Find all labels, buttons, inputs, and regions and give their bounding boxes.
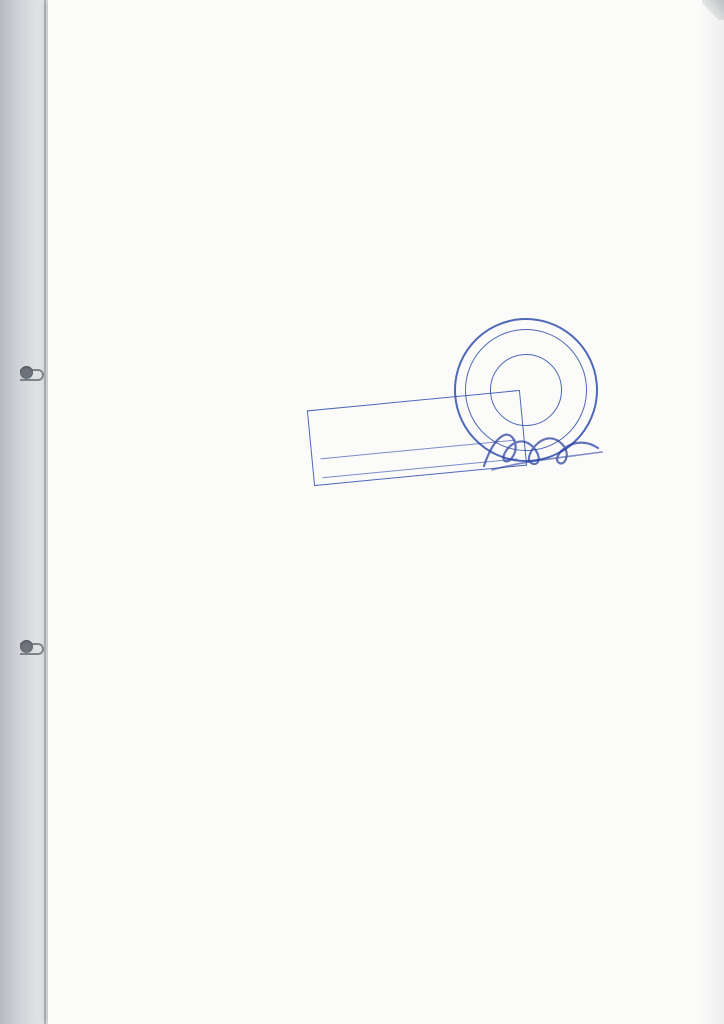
binder-edge-line [44,0,46,1024]
page-corner-fold [702,0,724,20]
ghost-underlying-text [88,300,648,312]
copy-stamp-organization [314,395,513,414]
binder-hole-bottom [20,640,33,653]
stamp-core-line-2 [525,381,526,391]
stamp-core-line-1 [525,369,526,379]
paper-sheet [48,0,724,1024]
binder-strip [0,0,52,1024]
binder-hole-top [20,366,33,379]
handwritten-signature-stroke [478,418,608,478]
